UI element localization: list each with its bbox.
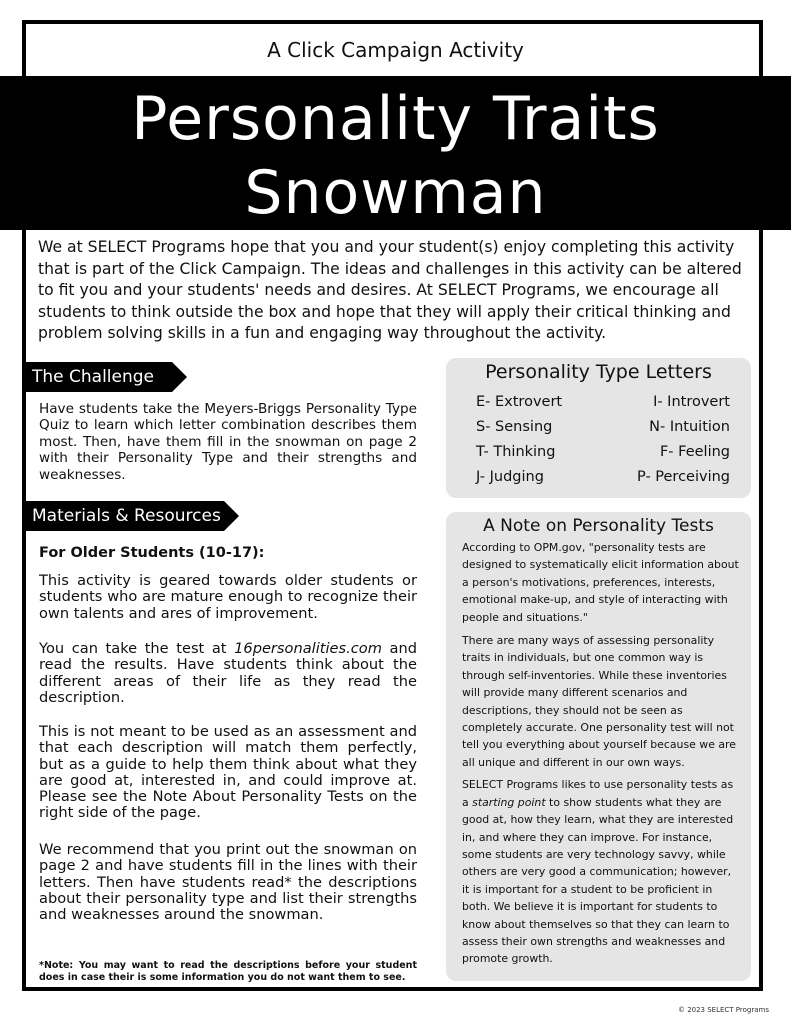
letter-right: I- Introvert: [653, 394, 730, 410]
letter-row: [476, 444, 730, 469]
personality-letters-box: [446, 358, 751, 498]
letter-left: T- Thinking: [476, 444, 556, 460]
note-body: [462, 539, 740, 973]
letter-left: E- Extrovert: [476, 394, 563, 410]
note-paragraph-1: According to OPM.gov, "personality tests are designed to systematically elicit information about a person's motivations, preferences, interests, emotional make-up, and style of interacting with people and situations.": [462, 541, 739, 624]
letter-right: N- Intuition: [649, 419, 730, 435]
letter-right: P- Perceiving: [637, 469, 730, 485]
materials-heading: Materials & Resources: [22, 501, 224, 531]
letter-left: J- Judging: [476, 469, 544, 485]
materials-paragraph-2: [39, 641, 417, 706]
materials-paragraph-1: This activity is geared towards older students or students who are mature enough to recognize their own talents and ares of improvement.: [39, 572, 417, 622]
note-paragraph-3: [462, 776, 740, 967]
letters-list: [476, 394, 730, 494]
copyright-footer: © 2023 SELECT Programs: [677, 1006, 769, 1014]
title-line-1: Personality Traits: [131, 84, 660, 154]
note-heading: A Note on Personality Tests: [483, 516, 714, 536]
challenge-text: Have students take the Meyers-Briggs Personality Type Quiz to learn which letter combination describes them most. Then, have them fill in the snowman on page 2 with their Personality Type and their strengths and weaknesses.: [39, 401, 417, 483]
note-paragraph-2: There are many ways of assessing personality traits in individuals, but one common way is through self-inventories. While these inventories will provide many different scenarios and descriptions, they should not be seen as completely accurate. One personality test will not tell you everything about yourself because we are all unique and different in our own ways.: [462, 634, 736, 769]
paragraph-text: You can take the test at: [39, 640, 235, 657]
letter-row: [476, 394, 730, 419]
activity-subtitle: A Click Campaign Activity: [267, 38, 524, 62]
letter-right: F- Feeling: [659, 444, 730, 460]
letter-row: [476, 419, 730, 444]
emphasis-text: starting point: [472, 795, 546, 809]
title-line-2: Snowman: [244, 158, 547, 228]
materials-paragraph-3: This is not meant to be used as an assessment and that each description will match them perfectly, but as a guide to help them think about what they are good at, interested in, and could improve at. Please see the Note About Personality Tests on the right side of the page.: [39, 723, 417, 822]
website-link[interactable]: 16personalities.com: [234, 640, 382, 657]
title-banner: [0, 76, 791, 230]
challenge-heading: The Challenge: [22, 362, 172, 392]
letter-row: [476, 469, 730, 494]
letter-left: S- Sensing: [476, 419, 553, 435]
paragraph-text: and read the results. Have students think about the different areas of their life as they read the description.: [39, 640, 417, 706]
paragraph-text: SELECT Programs likes to use personality tests as a: [462, 778, 734, 809]
older-students-heading: For Older Students (10-17):: [39, 545, 265, 561]
personality-letters-heading: Personality Type Letters: [485, 361, 712, 383]
materials-paragraph-4: We recommend that you print out the snowman on page 2 and have students fill in the lines with their letters. Then have students read* the descriptions about their personality type and list their strengths and weaknesses around the snowman.: [39, 841, 417, 924]
paragraph-text: to show students what they are good at, how they learn, what they are interested in, and where they can improve. For instance, some students are very technology savvy, while others are very good a communication; however, it is important for a student to be proficient in both. We believe it is important for students to know about themselves so that they can learn to assess their own strengths and weaknesses and promote growth.: [462, 795, 734, 966]
personality-tests-note-box: [446, 512, 751, 981]
footnote: *Note: You may want to read the descriptions before your student does in case their is some information you do not want them to see.: [39, 960, 417, 983]
intro-paragraph: We at SELECT Programs hope that you and your student(s) enjoy completing this activity that is part of the Click Campaign. The ideas and challenges in this activity can be altered to fit you and your students' needs and desires. At SELECT Programs, we encourage all students to think outside the box and hope that they will apply their critical thinking and problem solving skills in a fun and engaging way throughout the activity.: [38, 238, 742, 342]
